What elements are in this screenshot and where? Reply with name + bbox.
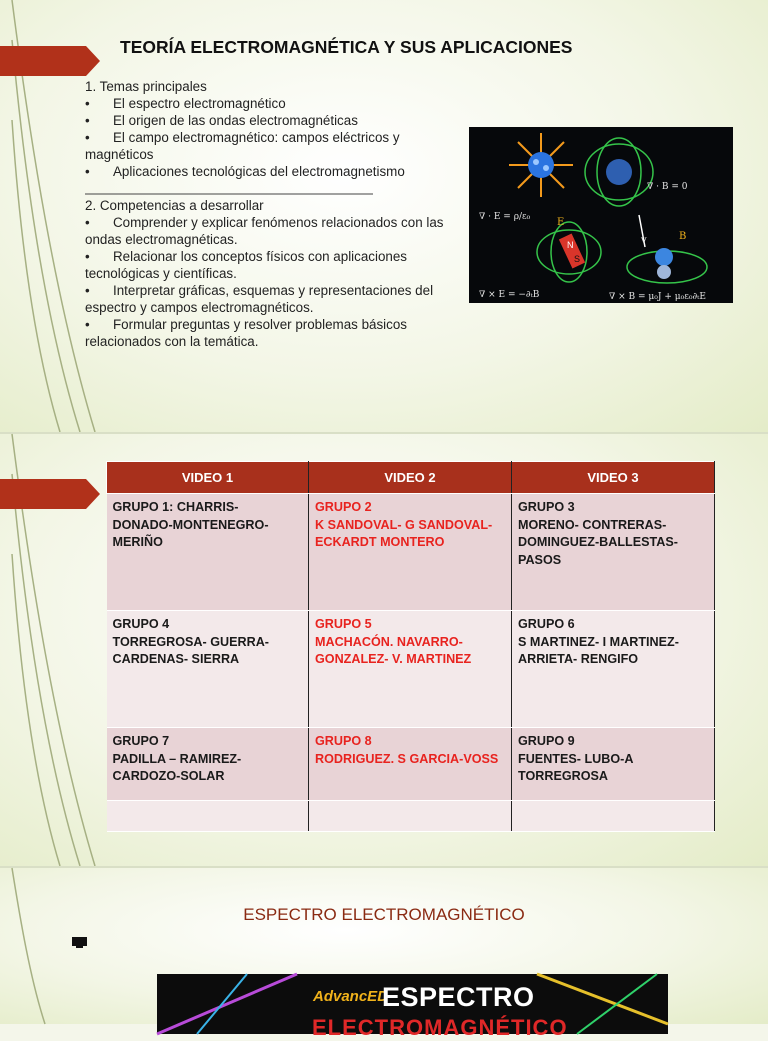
group-cell: GRUPO 4 TORREGROSA- GUERRA-CARDENAS- SIERRA (107, 611, 309, 728)
column-header-video-1: VIDEO 1 (107, 462, 309, 494)
topic-item: • Aplicaciones tecnológicas del electromagnetismo (85, 164, 405, 179)
v-vector-label: v (641, 235, 647, 246)
b-vector-label: B (679, 231, 687, 242)
slide-spectrum (0, 868, 768, 1040)
page-title: TEORÍA ELECTROMAGNÉTICA Y SUS APLICACIONES (120, 37, 573, 57)
topic-item: • El origen de las ondas electromagnéticas (85, 113, 358, 128)
topics-heading: 1. Temas principales (85, 79, 207, 94)
group-cell: GRUPO 7 PADILLA – RAMIREZ-CARDOZO-SOLAR (107, 728, 309, 801)
column-header-video-3: VIDEO 3 (512, 462, 715, 494)
slide-theory (0, 0, 768, 432)
divider-line (85, 180, 375, 197)
advanced-logo: AdvancED (313, 988, 389, 1005)
banner-subtitle: ELECTROMAGNÉTICO (312, 1015, 568, 1040)
table-row (107, 611, 715, 728)
group-cell: GRUPO 1: CHARRIS- DONADO-MONTENEGRO-MERIÑO (107, 494, 309, 611)
magnet-n-label: N (567, 240, 574, 250)
equation-div-e: ∇ · E = ρ/ε₀ (479, 212, 531, 222)
competency-item: • Formular preguntas y resolver problemas básicos relacionados con la temática. (85, 317, 407, 349)
group-cell: GRUPO 3 MORENO- CONTRERAS-DOMINGUEZ-BALLESTAS-PASOS (512, 494, 715, 611)
section-title: ESPECTRO ELECTROMAGNÉTICO (243, 905, 525, 924)
topic-item: • El campo electromagnético: campos eléctricos y magnéticos (85, 130, 400, 162)
empty-cell (512, 801, 715, 832)
monitor-icon (72, 937, 87, 946)
equation-div-b: ∇ · B = 0 (647, 182, 688, 192)
competency-item: • Interpretar gráficas, esquemas y representaciones del espectro y campos electromagnéticos. (85, 283, 434, 315)
table-row-empty (107, 801, 715, 832)
topic-item: • El espectro electromagnético (85, 96, 286, 111)
slide-tab-marker (0, 479, 100, 509)
slide-tab-marker (0, 46, 100, 76)
competencies-heading: 2. Competencias a desarrollar (85, 198, 264, 213)
empty-cell (107, 801, 309, 832)
table-row (107, 494, 715, 611)
equation-curl-e: ∇ × E = −∂ₜB (479, 290, 540, 300)
table-row (107, 728, 715, 801)
banner-title: ESPECTRO (382, 982, 535, 1012)
video-thumbnail[interactable] (157, 974, 668, 1040)
groups-table (106, 461, 715, 832)
electromagnetism-illustration (469, 127, 733, 303)
decorative-curves (0, 868, 110, 1024)
e-vector-label: E (557, 217, 565, 228)
empty-cell (309, 801, 512, 832)
slide-groups (0, 434, 768, 866)
group-cell: GRUPO 2 K SANDOVAL- G SANDOVAL- ECKARDT MONTERO (309, 494, 512, 611)
syllabus-content (85, 78, 457, 350)
magnet-s-label: S (574, 254, 581, 264)
column-header-video-2: VIDEO 2 (309, 462, 512, 494)
group-cell: GRUPO 8 RODRIGUEZ. S GARCIA-VOSS (309, 728, 512, 801)
equation-curl-b: ∇ × B = μ₀J + μ₀ε₀∂ₜE (609, 292, 706, 302)
competency-item: • Relacionar los conceptos físicos con aplicaciones tecnológicas y científicas. (85, 249, 408, 281)
group-cell: GRUPO 5 MACHACÓN. NAVARRO-GONZALEZ- V. MARTINEZ (309, 611, 512, 728)
group-cell: GRUPO 6 S MARTINEZ- I MARTINEZ-ARRIETA- RENGIFO (512, 611, 715, 728)
competency-item: • Comprender y explicar fenómenos relacionados con las ondas electromagnéticas. (85, 215, 444, 247)
group-cell: GRUPO 9 FUENTES- LUBO-A TORREGROSA (512, 728, 715, 801)
